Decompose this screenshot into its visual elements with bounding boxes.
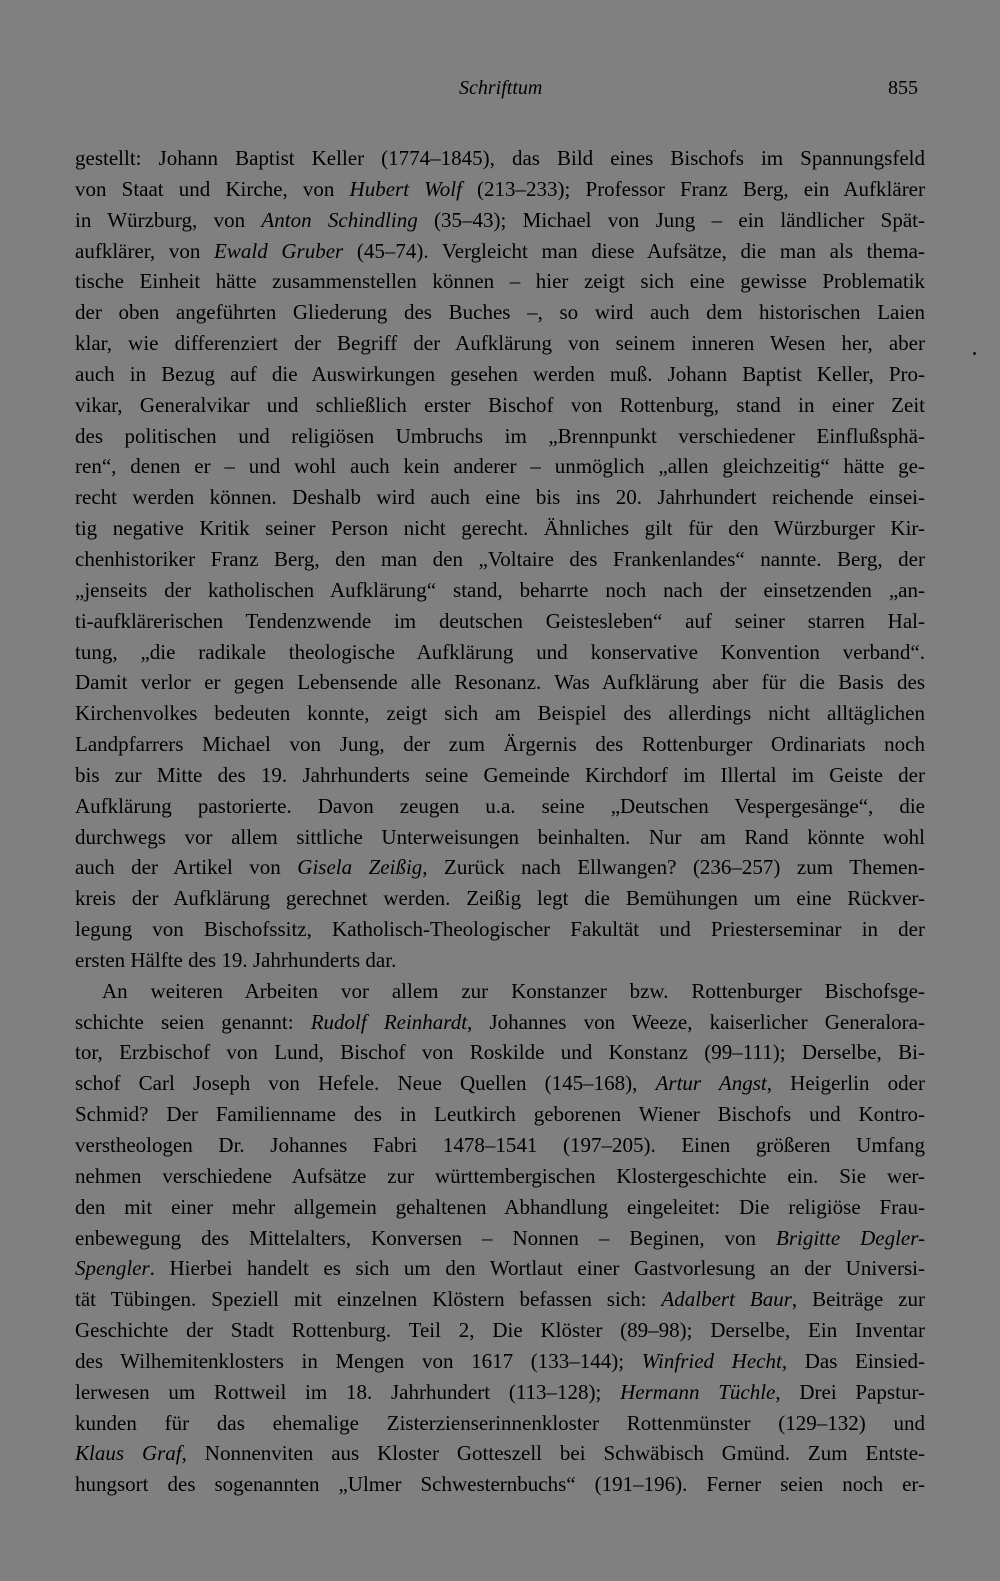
text-line: [75, 637, 925, 668]
text-run: Schmid? Der Familienname des in Leutkirch geborenen Wiener Bischofs und Kontro-: [75, 1102, 925, 1127]
scan-speck: [973, 352, 976, 355]
text-line: [75, 914, 925, 945]
text-run: , Johannes von Weeze, kaiserlicher Generalora-: [467, 1009, 925, 1034]
text-run: auch in Bezug auf die Auswirkungen gesehen werden muß. Johann Baptist Keller, Pro-: [75, 361, 925, 386]
italic-author-name: Hermann Tüchle: [620, 1379, 776, 1404]
text-run: des politischen und religiösen Umbruchs im „Brennpunkt verschiedener Einflußsphä-: [75, 423, 925, 448]
text-line: [75, 1469, 925, 1500]
text-run: , Beiträge zur: [791, 1287, 925, 1312]
text-run: gestellt: Johann Baptist Keller (1774–1845), das Bild eines Bischofs im Spannungsfeld: [75, 146, 925, 170]
text-run: Landpfarrers Michael von Jung, der zum Ärgernis des Rottenburger Ordinariats noch: [75, 732, 925, 757]
italic-author-name: Winfried Hecht: [641, 1348, 782, 1373]
text-run: , Zurück nach Ellwangen? (236–257) zum Themen-: [422, 855, 925, 880]
text-run: , Nonnenviten aus Kloster Gotteszell bei Schwäbisch Gmünd. Zum Entste-: [181, 1441, 925, 1466]
text-run: An weiteren Arbeiten vor allem zur Konstanzer bzw. Rottenburger Bischofsge-: [102, 978, 925, 1003]
text-line: [75, 976, 925, 1007]
text-line: [75, 1192, 925, 1223]
text-line: [75, 1161, 925, 1192]
text-line: [75, 1130, 925, 1161]
text-line: [75, 359, 925, 390]
text-run: kreis der Aufklärung gerechnet werden. Zeißig legt die Bemühungen um eine Rückver-: [75, 886, 925, 911]
italic-author-name: Anton Schindling: [261, 207, 418, 232]
text-run: , Heigerlin oder: [766, 1071, 925, 1096]
running-head: [0, 74, 1000, 102]
text-run: enbewegung des Mittelalters, Konversen – Nonnen – Beginen, von: [75, 1225, 776, 1250]
text-line: [75, 297, 925, 328]
text-line: [75, 883, 925, 914]
text-run: , Das Einsied-: [781, 1348, 925, 1373]
text-run: schof Carl Joseph von Hefele. Neue Quellen (145–168),: [75, 1071, 656, 1096]
text-line: [75, 143, 925, 174]
text-line: [75, 852, 925, 883]
text-run: durchwegs vor allem sittliche Unterweisungen beinhalten. Nur am Rand könnte wohl: [75, 824, 925, 849]
text-line: [75, 760, 925, 791]
text-run: kunden für das ehemalige Zisterzienserinnenkloster Rottenmünster (129–132) und: [75, 1410, 925, 1435]
text-run: recht werden können. Deshalb wird auch eine bis ins 20. Jahrhundert reichende einsei-: [75, 485, 925, 510]
text-run: „jenseits der katholischen Aufklärung“ stand, beharrte noch nach der einsetzenden „an-: [75, 577, 925, 602]
text-run: ersten Hälfte des 19. Jahrhunderts dar.: [75, 947, 397, 972]
body-text: [75, 143, 925, 1500]
italic-author-name: Gisela Zeißig: [297, 855, 423, 880]
text-run: chenhistoriker Franz Berg, den man den „Voltaire des Frankenlandes“ nannte. Berg, der: [75, 546, 925, 571]
text-run: hungsort des sogenannten „Ulmer Schwesternbuchs“ (191–196). Ferner seien noch er-: [75, 1472, 925, 1497]
text-line: [75, 421, 925, 452]
text-run: des Wilhemitenklosters in Mengen von 1617 (133–144);: [75, 1348, 642, 1373]
text-line: [75, 791, 925, 822]
text-run: tig negative Kritik seiner Person nicht gerecht. Ähnliches gilt für den Würzburger Kir-: [75, 516, 925, 541]
italic-author-name: Hubert Wolf: [349, 176, 462, 201]
text-line: [75, 1346, 925, 1377]
italic-author-name: Adalbert Baur: [661, 1287, 792, 1312]
italic-author-name: Klaus Graf: [75, 1441, 182, 1466]
text-run: aufklärer, von: [75, 238, 215, 263]
page-number: 855: [888, 77, 918, 99]
text-run: Geschichte der Stadt Rottenburg. Teil 2, Die Klöster (89–98); Derselbe, Ein Inventar: [75, 1318, 925, 1343]
text-line: [75, 575, 925, 606]
text-run: bis zur Mitte des 19. Jahrhunderts seine Gemeinde Kirchdorf im Illertal im Geiste der: [75, 762, 925, 787]
text-run: klar, wie differenziert der Begriff der Aufklärung von seinem inneren Wesen her, aber: [75, 331, 925, 356]
text-line: [75, 236, 925, 267]
text-run: Kirchenvolkes bedeuten konnte, zeigt sich am Beispiel des allerdings nicht alltäglichen: [75, 701, 925, 726]
text-run: (213–233); Professor Franz Berg, ein Aufklärer: [461, 176, 925, 201]
text-run: von Staat und Kirche, von: [75, 176, 350, 201]
text-run: Damit verlor er gegen Lebensende alle Resonanz. Was Aufklärung aber für die Basis des: [75, 670, 925, 695]
text-line: [75, 513, 925, 544]
text-run: tische Einheit hätte zusammenstellen können – hier zeigt sich eine gewisse Problematik: [75, 269, 925, 294]
text-run: tät Tübingen. Speziell mit einzelnen Klöstern befassen sich:: [75, 1287, 662, 1312]
italic-author-name: Artur Angst: [655, 1071, 767, 1096]
text-line: [75, 1315, 925, 1346]
text-run: schichte seien genannt:: [75, 1009, 311, 1034]
text-line: [75, 606, 925, 637]
text-run: auch der Artikel von: [75, 855, 298, 880]
text-run: (35–43); Michael von Jung – ein ländlicher Spät-: [417, 207, 925, 232]
text-line: [75, 1377, 925, 1408]
text-line: [75, 1438, 925, 1469]
italic-author-name: Brigitte Degler-: [776, 1225, 925, 1250]
text-line: [75, 390, 925, 421]
text-line: [75, 1223, 925, 1254]
text-run: , Drei Papstur-: [775, 1379, 925, 1404]
text-run: den mit einer mehr allgemein gehaltenen Abhandlung eingeleitet: Die religiöse Frau-: [75, 1194, 925, 1219]
text-line: [75, 451, 925, 482]
italic-author-name: Spengler: [75, 1256, 150, 1281]
text-run: nehmen verschiedene Aufsätze zur württembergischen Klostergeschichte ein. Sie wer-: [75, 1163, 925, 1188]
text-run: tung, „die radikale theologische Aufklärung und konservative Konvention verband“.: [75, 639, 925, 664]
text-line: [75, 1068, 925, 1099]
text-line: [75, 328, 925, 359]
text-line: [75, 205, 925, 236]
text-run: vikar, Generalvikar und schließlich erster Bischof von Rottenburg, stand in einer Zeit: [75, 392, 925, 417]
text-run: lerwesen um Rottweil im 18. Jahrhundert (113–128);: [75, 1379, 621, 1404]
text-run: ren“, denen er – und wohl auch kein anderer – unmöglich „allen gleichzeitig“ hätte ge-: [75, 454, 925, 479]
text-run: tor, Erzbischof von Lund, Bischof von Roskilde und Konstanz (99–111); Derselbe, Bi-: [75, 1040, 925, 1065]
text-line: [75, 667, 925, 698]
italic-author-name: Ewald Gruber: [214, 238, 344, 263]
text-line: [75, 174, 925, 205]
italic-author-name: Rudolf Reinhardt: [310, 1009, 468, 1034]
text-run: ti-aufklärerischen Tendenzwende im deutschen Geistesleben“ auf seiner starren Hal-: [75, 608, 925, 633]
text-line: [75, 1408, 925, 1439]
text-line: [75, 1099, 925, 1130]
text-run: der oben angeführten Gliederung des Buches –, so wird auch dem historischen Laien: [75, 300, 925, 325]
text-run: verstheologen Dr. Johannes Fabri 1478–1541 (197–205). Einen größeren Umfang: [75, 1133, 925, 1157]
text-line: [75, 729, 925, 760]
text-run: . Hierbei handelt es sich um den Wortlaut einer Gastvorlesung an der Universi-: [149, 1256, 925, 1281]
running-title: Schrifttum: [459, 77, 543, 99]
text-line: [75, 1037, 925, 1068]
text-line: [75, 1253, 925, 1284]
text-run: (45–74). Vergleicht man diese Aufsätze, die man als thema-: [343, 238, 925, 263]
text-line: [75, 822, 925, 853]
text-line: [75, 945, 925, 976]
text-run: legung von Bischofssitz, Katholisch-Theologischer Fakultät und Priesterseminar in der: [75, 917, 925, 942]
text-line: [75, 266, 925, 297]
text-run: in Würzburg, von: [75, 207, 262, 232]
text-line: [75, 482, 925, 513]
text-line: [75, 1284, 925, 1315]
text-line: [75, 544, 925, 575]
text-line: [75, 1007, 925, 1038]
text-line: [75, 698, 925, 729]
text-run: Aufklärung pastorierte. Davon zeugen u.a. seine „Deutschen Vespergesänge“, die: [75, 793, 925, 818]
